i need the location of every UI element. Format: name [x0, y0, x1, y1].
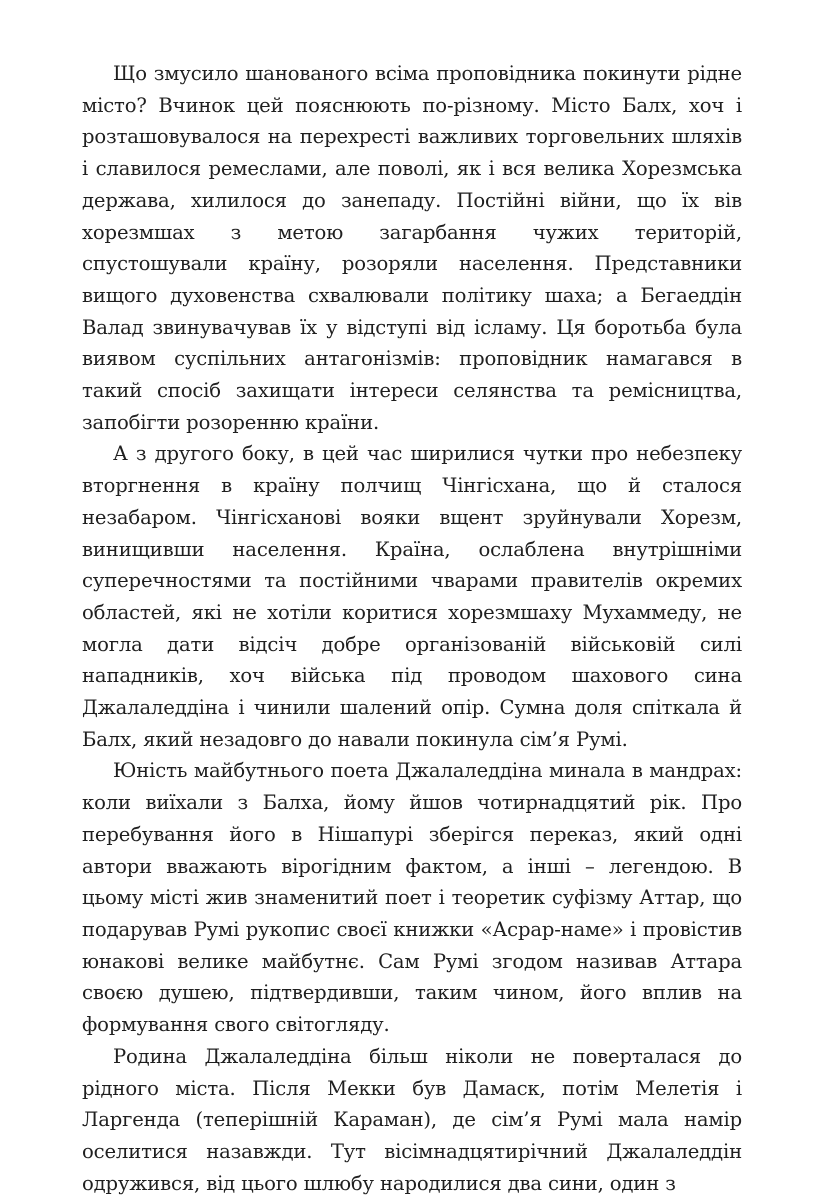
- paragraph-4: Родина Джалаледдіна більш ніколи не поверталася до рідного міста. Після Мекки був Дамаск, потім Мелетія і Ларгенда (теперішній Караман), де сім’я Румі мала намір оселитися назавжди. Тут вісімнадцятирічний Джалаледдін одружився, від цього шлюбу народилися два сини, один з: [82, 1044, 742, 1195]
- paragraph-1: Що змусило шанованого всіма проповідника покинути рідне місто? Вчинок цей пояснюють по-різному. Місто Балх, хоч і розташовувалося на перехресті важливих торговельних шляхів і славилося ремеслами, але поволі, як і вся велика Хорезмська держава, хилилося до занепаду. Постійні війни, що їх вів хорезмшах з метою загарбання чужих територій, спустошували країну, розоряли населення. Представники вищого духовенства схвалювали політику шаха; а Бегаеддін Валад звинувачував їх у відступі від ісламу. Ця боротьба була виявом суспільних антагонізмів: проповідник намагався в такий спосіб захищати інтереси селянства та ремісництва, запобігти розоренню країни.: [82, 62, 742, 434]
- page-text: [82, 58, 742, 1199]
- paragraph-2: А з другого боку, в цей час ширилися чутки про небезпеку вторгнення в країну полчищ Чінгісхана, що й сталося незабаром. Чінгісханові вояки вщент зруйнували Хорезм, винищивши населення. Країна, ослаблена внутрішніми суперечностями та постійними чварами правителів окремих областей, які не хотіли коритися хорезмшаху Мухаммеду, не могла дати відсіч добре організованій військовій силі нападників, хоч війська під проводом шахового сина Джалаледдіна і чинили шалений опір. Сумна доля спіткала й Балх, який незадовго до навали покинула сім’я Румі.: [82, 442, 742, 751]
- paragraph-3: Юність майбутнього поета Джалаледдіна минала в мандрах: коли виїхали з Балха, йому йшов чотирнадцятий рік. Про перебування його в Нішапурі зберігся переказ, який одні автори вважають вірогідним фактом, а інші – легендою. В цьому місті жив знаменитий поет і теоретик суфізму Аттар, що подарував Румі рукопис своєї книжки «Асрар-наме» і провістив юнакові велике майбутнє. Сам Румі згодом називав Аттара своєю душею, підтвердивши, таким чином, його вплив на формування свого світогляду.: [82, 759, 742, 1037]
